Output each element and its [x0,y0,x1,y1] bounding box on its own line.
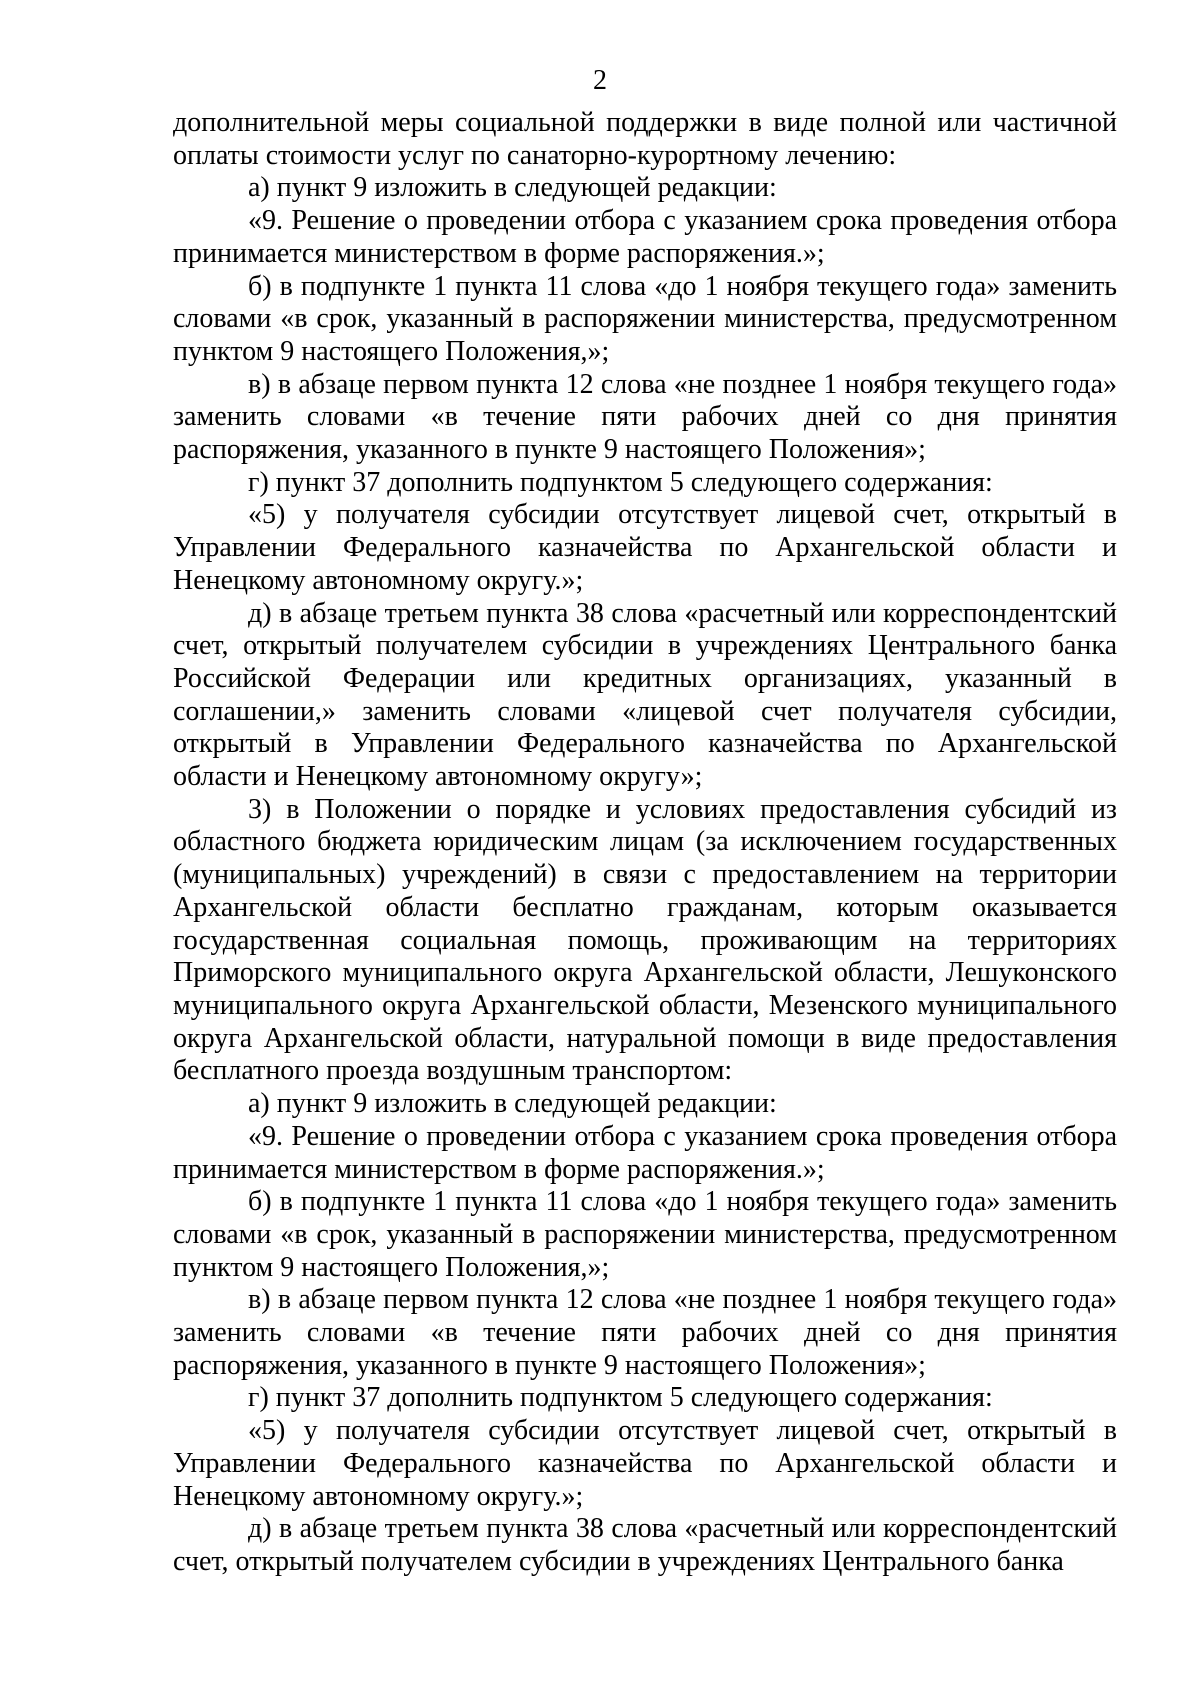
paragraph-item-d: д) в абзаце третьем пункта 38 слова «расчетный или корреспондентский счет, открытый получателем субсидии в учреждениях Центрального банка Российской Федерации или кредитных организациях, указанный в соглашении,» заменить словами «лицевой счет получателя субсидии, открытый в Управлении Федерального казначейства по Архангельской области и Ненецкому автономному округу»; [173,597,1117,793]
paragraph-item-3: 3) в Положении о порядке и условиях предоставления субсидий из областного бюджета юридическим лицам (за исключением государственных (муниципальных) учреждений) в связи с предоставлением на территории Архангельской области бесплатно гражданам, которым оказывается государственная социальная помощь, проживающим на территориях Приморского муниципального округа Архангельской области, Лешуконского муниципального округа Архангельской области, Мезенского муниципального округа Архангельской области, натуральной помощи в виде предоставления бесплатного проезда воздушным транспортом: [173,793,1117,1087]
paragraph-quote: «9. Решение о проведении отбора с указанием срока проведения отбора принимается министерством в форме распоряжения.»; [173,1120,1117,1185]
paragraph-quote: «5) у получателя субсидии отсутствует лицевой счет, открытый в Управлении Федерального казначейства по Архангельской области и Ненецкому автономному округу.»; [173,1415,1117,1512]
paragraph-item-v: в) в абзаце первом пункта 12 слова «не позднее 1 ноября текущего года» заменить словами «в течение пяти рабочих дней со дня принятия распоряжения, указанного в пункте 9 настоящего Положения»; [173,1284,1117,1381]
paragraph-continuation: дополнительной меры социальной поддержки в виде полной или частичной оплаты стоимости услуг по санаторно-курортному лечению: [173,107,1117,171]
document-body [173,107,1117,1579]
paragraph-item-a: а) пункт 9 изложить в следующей редакции: [248,1088,777,1120]
paragraph-quote: «5) у получателя субсидии отсутствует лицевой счет, открытый в Управлении Федерального казначейства по Архангельской области и Ненецкому автономному округу.»; [173,499,1117,596]
paragraph-item-g: г) пункт 37 дополнить подпунктом 5 следующего содержания: [248,466,993,498]
paragraph-item-a: а) пункт 9 изложить в следующей редакции: [248,172,777,204]
paragraph-item-g: г) пункт 37 дополнить подпунктом 5 следующего содержания: [248,1382,993,1414]
paragraph-item-v: в) в абзаце первом пункта 12 слова «не позднее 1 ноября текущего года» заменить словами «в течение пяти рабочих дней со дня принятия распоряжения, указанного в пункте 9 настоящего Положения»; [173,368,1117,466]
page-number: 2 [593,65,607,96]
paragraph-item-b: б) в подпункте 1 пункта 11 слова «до 1 ноября текущего года» заменить словами «в срок, указанный в распоряжении министерства, предусмотренном пунктом 9 настоящего Положения,»; [173,270,1117,367]
paragraph-item-d: д) в абзаце третьем пункта 38 слова «расчетный или корреспондентский счет, открытый получателем субсидии в учреждениях Центрального банка [173,1513,1117,1577]
paragraph-quote: «9. Решение о проведении отбора с указанием срока проведения отбора принимается министерством в форме распоряжения.»; [173,205,1117,269]
paragraph-item-b: б) в подпункте 1 пункта 11 слова «до 1 ноября текущего года» заменить словами «в срок, указанный в распоряжении министерства, предусмотренном пунктом 9 настоящего Положения,»; [173,1186,1117,1283]
